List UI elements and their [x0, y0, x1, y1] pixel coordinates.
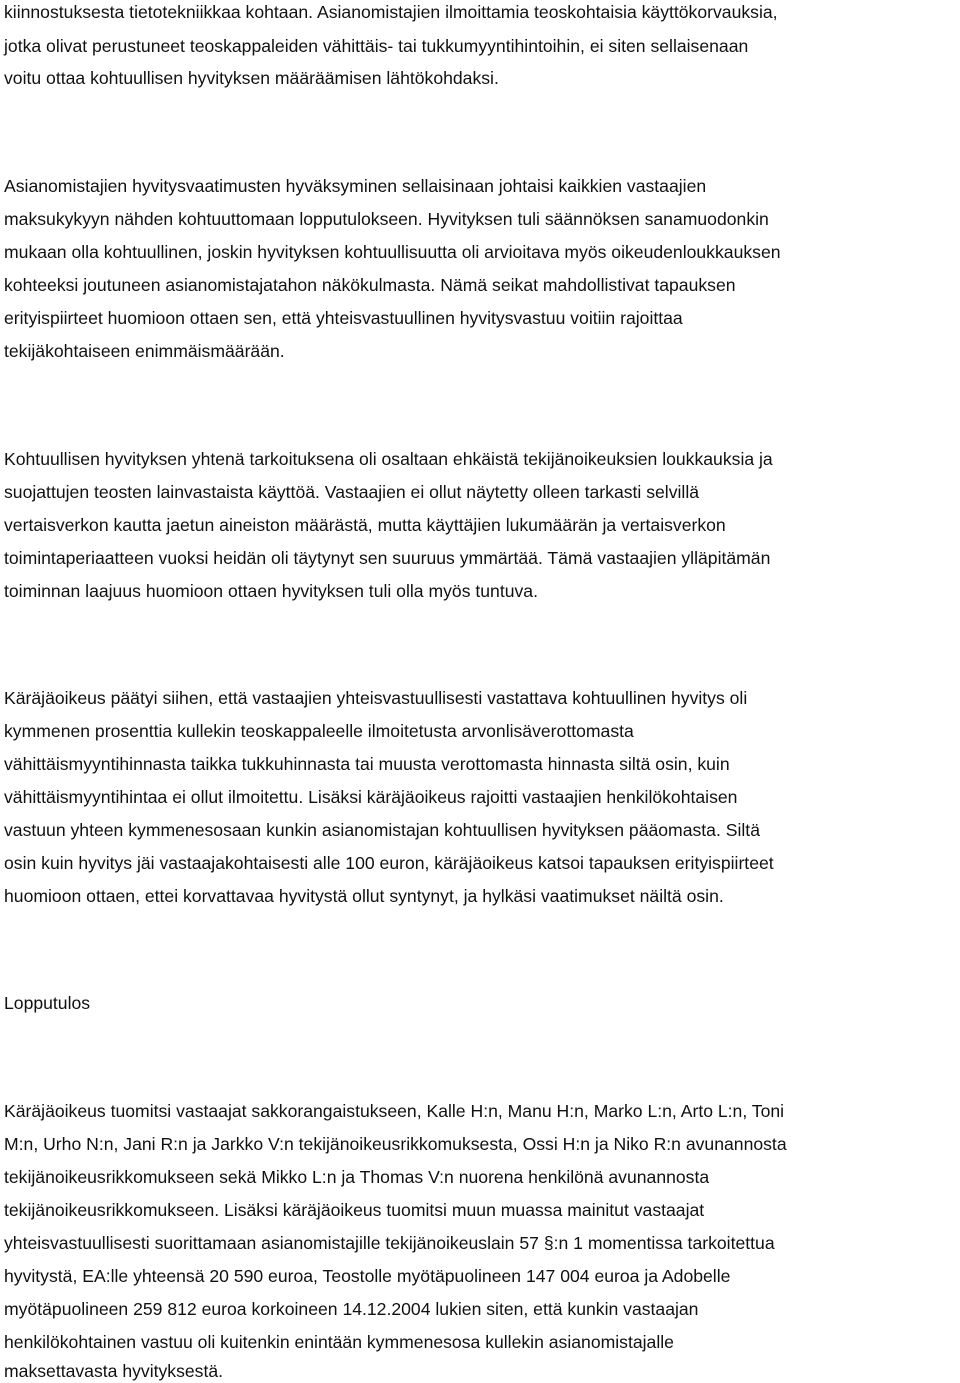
- text-line: Käräjäoikeus päätyi siihen, että vastaajien yhteisvastuullisesti vastattava kohtuullinen hyvitys oli: [4, 688, 748, 708]
- text-line: vastuun yhteen kymmenesosaan kunkin asianomistajan kohtuullisen hyvityksen pääomasta. Siltä: [4, 820, 760, 840]
- text-line: tekijänoikeusrikkomukseen. Lisäksi käräjäoikeus tuomitsi muun muassa mainitut vastaajat: [4, 1200, 705, 1220]
- text-line: myötäpuolineen 259 812 euroa korkoineen 14.12.2004 lukien siten, että kunkin vastaajan: [4, 1299, 699, 1319]
- text-line: mukaan olla kohtuullinen, joskin hyvityksen kohtuullisuutta oli arvioitava myös oikeudenloukkauksen: [4, 242, 781, 262]
- text-line: hyvitystä, EA:lle yhteensä 20 590 euroa, Teostolle myötäpuolineen 147 004 euroa ja Adobelle: [4, 1266, 731, 1286]
- text-line: toiminnan laajuus huomioon ottaen hyvityksen tuli olla myös tuntuva.: [4, 581, 538, 601]
- text-line: vertaisverkon kautta jaetun aineiston määrästä, mutta käyttäjien lukumäärän ja vertaisverkon: [4, 515, 726, 535]
- section-heading: Lopputulos: [4, 993, 91, 1013]
- text-line: vähittäismyyntihinnasta taikka tukkuhinnasta tai muusta verottomasta hinnasta siltä osin, kuin: [4, 754, 730, 774]
- text-line: maksukykyyn nähden kohtuuttomaan lopputulokseen. Hyvityksen tuli säännöksen sanamuodonkin: [4, 209, 769, 229]
- text-line: Käräjäoikeus tuomitsi vastaajat sakkorangaistukseen, Kalle H:n, Manu H:n, Marko L:n, Arto L:n, Toni: [4, 1101, 785, 1121]
- text-line: kohteeksi joutuneen asianomistajatahon näkökulmasta. Nämä seikat mahdollistivat tapauksen: [4, 275, 736, 295]
- text-line: huomioon ottaen, ettei korvattavaa hyvitystä ollut syntynyt, ja hylkäsi vaatimukset näiltä osin.: [4, 886, 724, 906]
- text-line: yhteisvastuullisesti suorittamaan asianomistajille tekijänoikeuslain 57 §:n 1 momentissa tarkoitettua: [4, 1233, 775, 1253]
- text-line: M:n, Urho N:n, Jani R:n ja Jarkko V:n tekijänoikeusrikkomuksesta, Ossi H:n ja Niko R:n avunannosta: [4, 1134, 787, 1154]
- text-line: Asianomistajien hyvitysvaatimusten hyväksyminen sellaisinaan johtaisi kaikkien vastaajien: [4, 176, 707, 196]
- text-line: suojattujen teosten lainvastaista käyttöä. Vastaajien ei ollut näytetty olleen tarkasti selvillä: [4, 482, 700, 502]
- text-line: tekijäkohtaiseen enimmäismäärään.: [4, 341, 285, 361]
- text-line: maksettavasta hyvityksestä.: [4, 1361, 224, 1381]
- text-line: Kohtuullisen hyvityksen yhtenä tarkoituksena oli osaltaan ehkäistä tekijänoikeuksien loukkauksia ja: [4, 449, 773, 469]
- text-line: kymmenen prosenttia kullekin teoskappaleelle ilmoitetusta arvonlisäverottomasta: [4, 721, 634, 741]
- text-line: jotka olivat perustuneet teoskappaleiden vähittäis- tai tukkumyyntihintoihin, ei siten sellaisenaan: [4, 36, 749, 56]
- text-line: vähittäismyyntihintaa ei ollut ilmoitettu. Lisäksi käräjäoikeus rajoitti vastaajien henkilökohtaisen: [4, 787, 738, 807]
- text-line: kiinnostuksesta tietotekniikkaa kohtaan. Asianomistajien ilmoittamia teoskohtaisia käyttökorvauksia,: [4, 2, 778, 22]
- text-line: henkilökohtainen vastuu oli kuitenkin enintään kymmenesosa kullekin asianomistajalle: [4, 1332, 674, 1352]
- text-line: osin kuin hyvitys jäi vastaajakohtaisesti alle 100 euron, käräjäoikeus katsoi tapauksen erityispiirteet: [4, 853, 774, 873]
- text-line: voitu ottaa kohtuullisen hyvityksen määräämisen lähtökohdaksi.: [4, 68, 499, 88]
- text-line: erityispiirteet huomioon ottaen sen, että yhteisvastuullinen hyvitysvastuu voitiin rajoittaa: [4, 308, 683, 328]
- text-line: tekijänoikeusrikkomukseen sekä Mikko L:n ja Thomas V:n nuorena henkilönä avunannosta: [4, 1167, 710, 1187]
- text-line: toimintaperiaatteen vuoksi heidän oli täytynyt sen suuruus ymmärtää. Tämä vastaajien ylläpitämän: [4, 548, 771, 568]
